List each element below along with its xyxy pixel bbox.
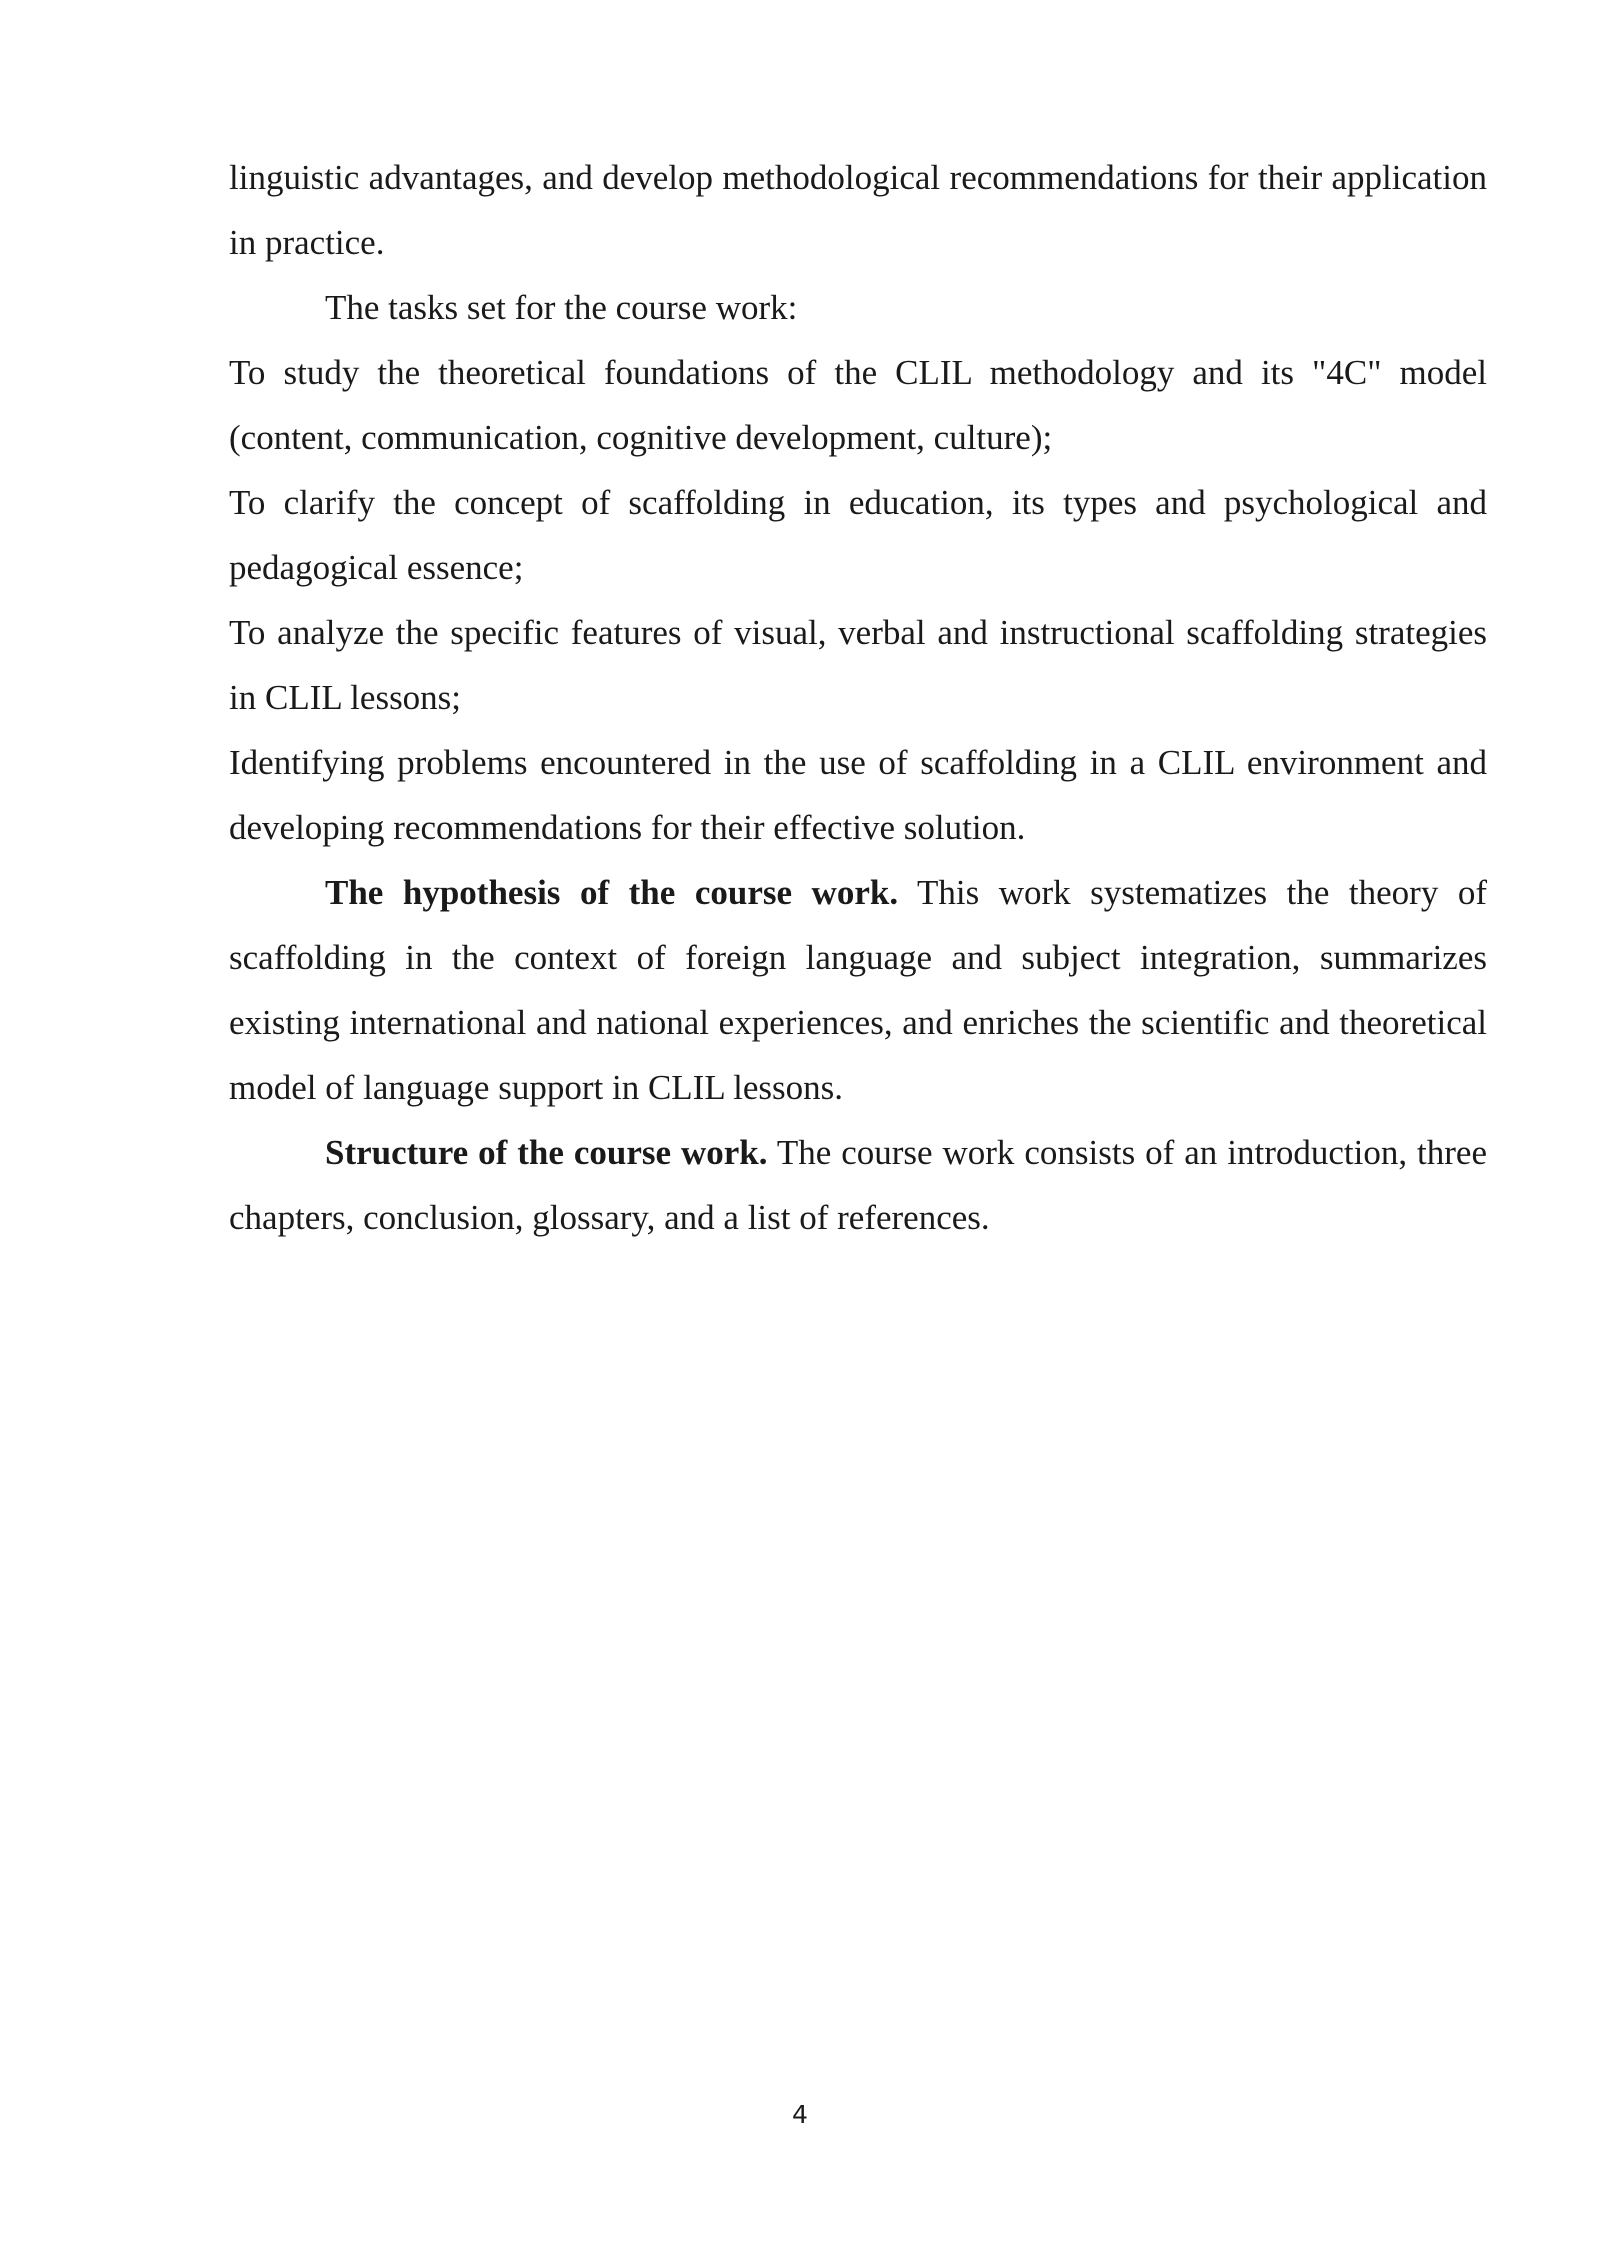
task-item-4: Identifying problems encountered in the use of scaffolding in a CLIL environment and developing recommendations for their effective solution. xyxy=(229,743,1487,847)
paragraph-tasks-intro: The tasks set for the course work: xyxy=(325,288,798,327)
structure-heading: Structure of the course work. xyxy=(325,1133,768,1172)
page-number: 4 xyxy=(792,2100,808,2129)
task-item-2: To clarify the concept of scaffolding in education, its types and psychological and pedagogical essence; xyxy=(229,483,1487,587)
task-item-1: To study the theoretical foundations of the CLIL methodology and its "4C" model (content, communication, cognitive development, culture); xyxy=(229,353,1487,457)
hypothesis-text: This work systematizes the theory of scaffolding in the context of foreign language and subject integration, summarizes existing international and national experiences, and enriches the scientific and theoretical model of language support in CLIL lessons. xyxy=(229,873,1487,1107)
paragraph-hypothesis xyxy=(229,860,1487,1120)
body-text xyxy=(229,145,1487,1250)
task-item-3: To analyze the specific features of visual, verbal and instructional scaffolding strategies in CLIL lessons; xyxy=(229,613,1487,717)
structure-text: The course work consists of an introduction, three chapters, conclusion, glossary, and a list of references. xyxy=(229,1133,1487,1237)
hypothesis-heading: The hypothesis of the course work. xyxy=(325,873,899,912)
paragraph-structure xyxy=(229,1120,1487,1250)
paragraph-continuation: linguistic advantages, and develop methodological recommendations for their application in practice. xyxy=(229,158,1487,262)
